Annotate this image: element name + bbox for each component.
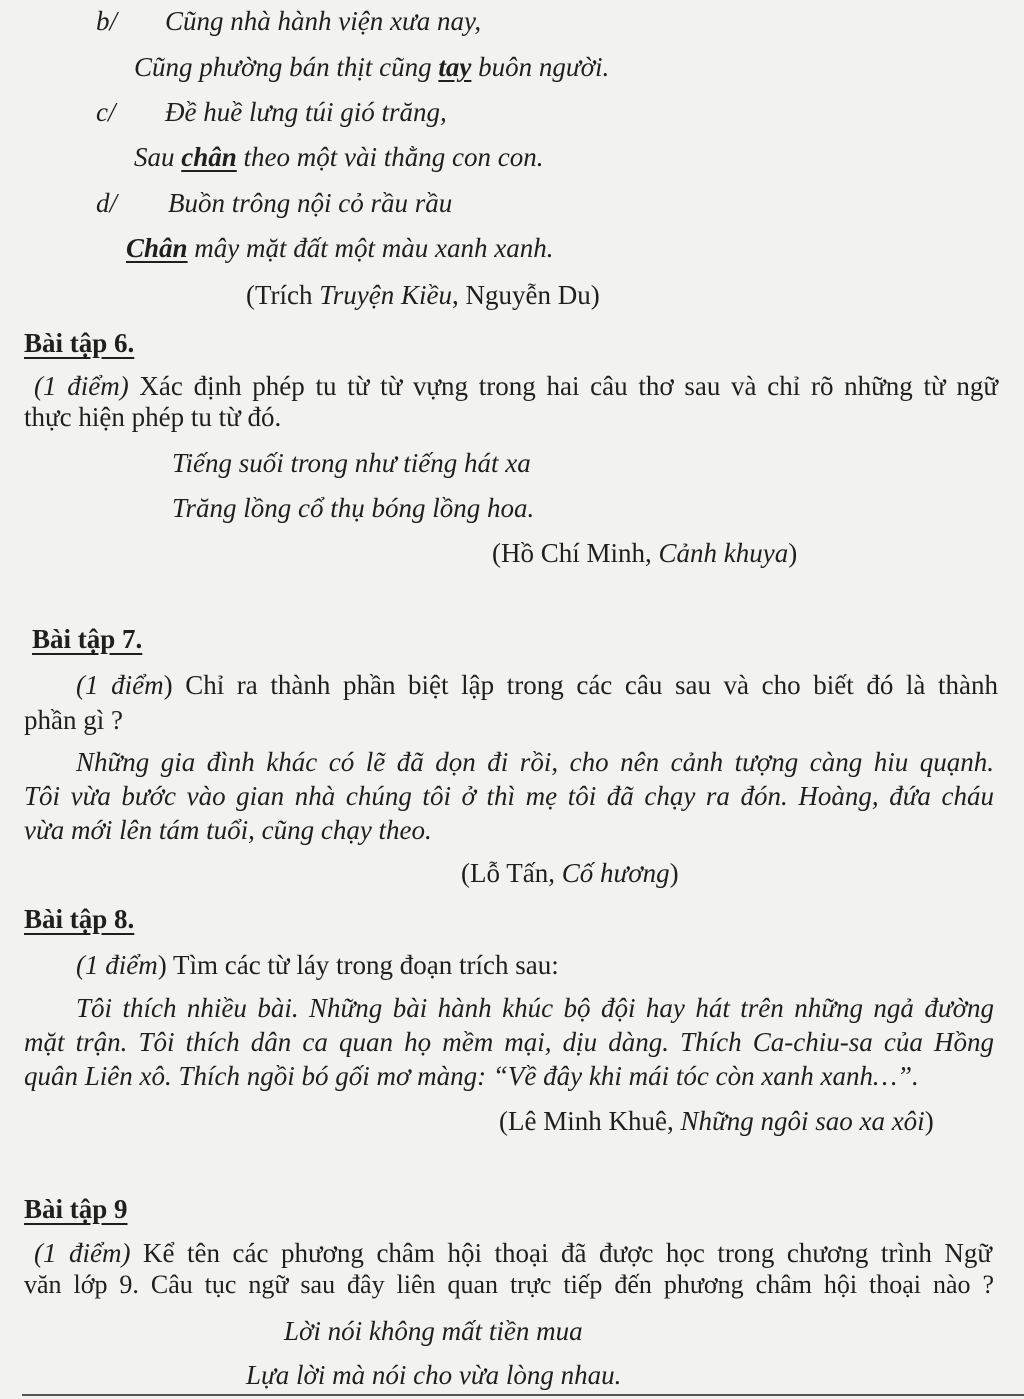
underlined-word-chan-1: chân [181,142,237,172]
ex7-quote-line1: Những gia đình khác có lẽ đã dọn đi rồi, cho nên cảnh tượng càng hiu quạnh. [76,747,994,777]
kieu-b-line1: Cũng nhà hành viện xưa nay, [165,6,482,36]
ex6-prompt-line1: (1 điểm) Xác định phép tu từ từ vựng trong hai câu thơ sau và chỉ rõ những từ ngữ [34,371,999,401]
kieu-b-line2: Cũng phường bán thịt cũng tay buôn người. [134,52,610,82]
ex6-verse2: Trăng lồng cổ thụ bóng lồng hoa. [172,493,535,523]
ex9-prompt-line2: văn lớp 9. Câu tục ngữ sau đây liên quan trực tiếp đến phương châm hội thoại nào ? [24,1270,994,1299]
ex7-quote-line3: vừa mới lên tám tuổi, cũng chạy theo. [24,815,432,845]
ex7-prompt-line1: (1 điểm) Chỉ ra thành phần biệt lập trong các câu sau và cho biết đó là thành [76,670,999,700]
ex8-quote-line2: mặt trận. Tôi thích dân ca quan họ mềm mại, dịu dàng. Thích Ca-chiu-sa của Hồng [24,1027,994,1057]
ex9-prompt-line1: (1 điểm) Kể tên các phương châm hội thoại đã được học trong chương trình Ngữ [34,1238,993,1268]
ex7-prompt-line2: phần gì ? [24,705,123,735]
ex7-quote-line2: Tôi vừa bước vào gian nhà chúng tôi ở thì mẹ tôi đã chạy ra đón. Hoàng, đứa cháu [24,781,994,811]
kieu-d-label: d/ [96,188,118,218]
ex6-verse1: Tiếng suối trong như tiếng hát xa [172,448,531,478]
kieu-b-label: b/ [96,6,118,36]
ex8-quote-line1: Tôi thích nhiều bài. Những bài hành khúc bộ đội hay hát trên những ngả đường [76,993,994,1023]
kieu-c-line1: Đề huề lưng túi gió trăng, [165,97,447,127]
underlined-word-tay: tay [438,52,472,82]
kieu-d-line1: Buồn trông nội cỏ rầu rầu [168,188,453,218]
kieu-c-label: c/ [96,97,116,127]
ex6-heading: Bài tập 6. [24,328,135,358]
ex8-quote-line3: quân Liên xô. Thích ngồi bó gối mơ màng: “Về đây khi mái tóc còn xanh xanh…”. [24,1061,919,1091]
ex9-verse1: Lời nói không mất tiền mua [284,1316,583,1346]
underlined-word-chan-2: Chân [126,233,188,263]
kieu-d-line2: Chân mây mặt đất một màu xanh xanh. [126,233,554,263]
ex9-verse2: Lựa lời mà nói cho vừa lòng nhau. [246,1360,622,1390]
ex8-prompt: (1 điểm) Tìm các từ láy trong đoạn trích sau: [76,950,559,980]
ex9-heading: Bài tập 9 [24,1194,128,1224]
kieu-source: (Trích Truyện Kiều, Nguyễn Du) [246,280,600,310]
ex7-source: (Lỗ Tấn, Cố hương) [461,858,679,888]
kieu-c-line2: Sau chân theo một vài thằng con con. [134,142,544,172]
ex8-heading: Bài tập 8. [24,904,135,934]
ex8-source: (Lê Minh Khuê, Những ngôi sao xa xôi) [499,1106,934,1136]
bottom-divider [22,1394,1024,1396]
ex7-heading: Bài tập 7. [32,624,143,654]
ex6-source: (Hồ Chí Minh, Cảnh khuya) [492,538,798,568]
ex6-prompt-line2: thực hiện phép tu từ đó. [24,402,282,432]
